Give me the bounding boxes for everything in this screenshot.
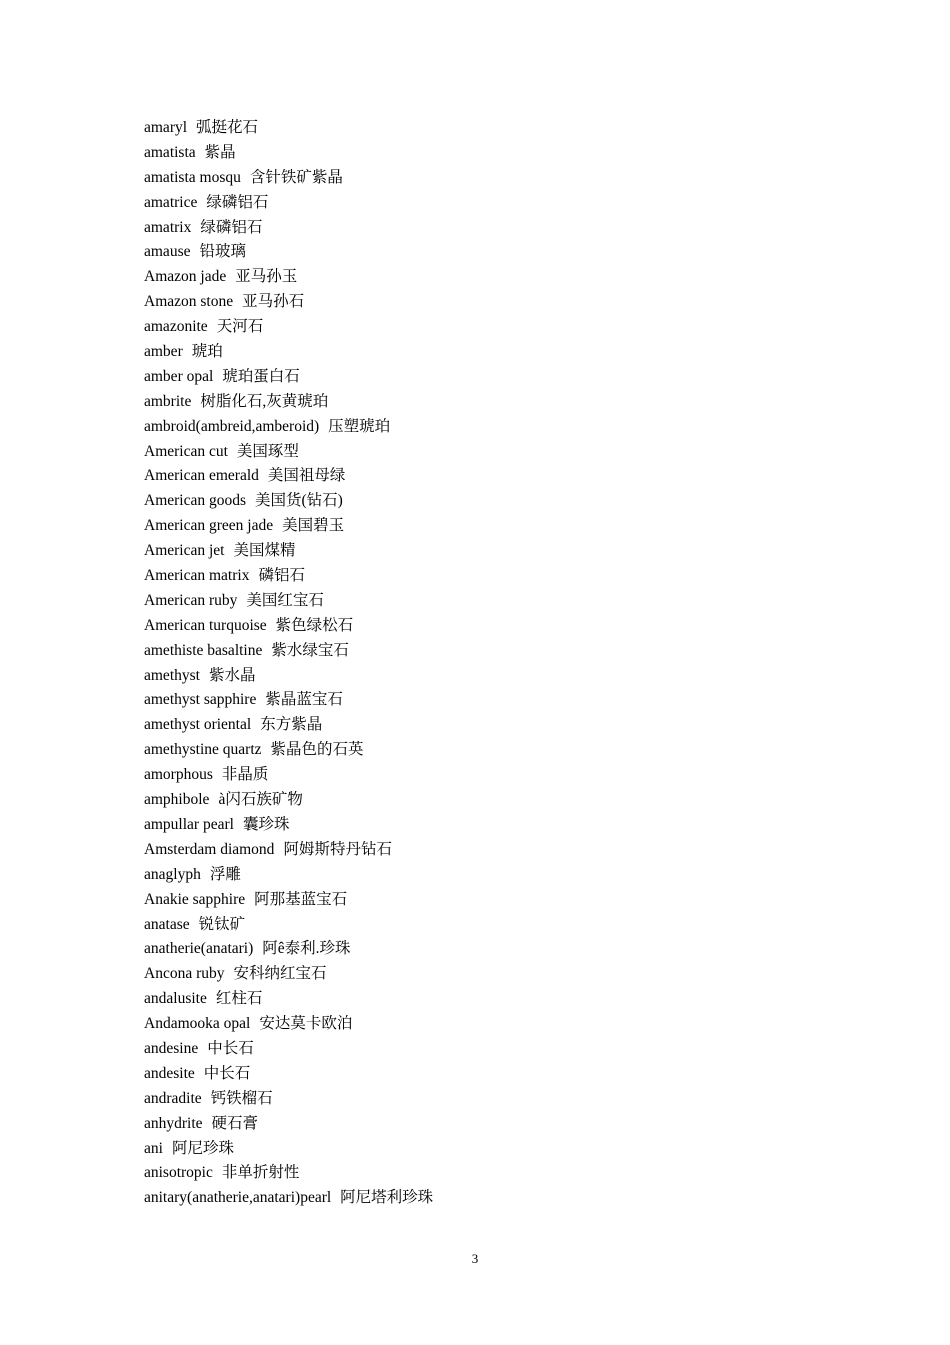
entry-translation: 美国货(钻石)	[255, 492, 343, 510]
entry-term: amethyst oriental	[144, 716, 252, 734]
entry-translation: 安科纳红宝石	[233, 965, 327, 983]
entry-term: anatherie(anatari)	[144, 940, 254, 958]
entry-term: anatase	[144, 915, 190, 933]
glossary-entry	[144, 1186, 433, 1211]
glossary-entry	[144, 962, 433, 987]
glossary-entry	[144, 1037, 433, 1062]
entry-translation: 紫色绿松石	[275, 616, 354, 634]
entry-translation: 中长石	[203, 1064, 251, 1082]
glossary-entry	[144, 639, 433, 664]
entry-translation: 阿姆斯特丹钻石	[283, 840, 392, 858]
entry-term: American emerald	[144, 467, 259, 485]
glossary-entry	[144, 390, 433, 415]
entry-term: Andamooka opal	[144, 1015, 251, 1033]
glossary-entry	[144, 166, 433, 191]
entry-translation: 美国祖母绿	[267, 467, 346, 485]
glossary-entry	[144, 1087, 433, 1112]
entry-translation: 东方紫晶	[260, 716, 323, 734]
entry-translation: 阿那基蓝宝石	[254, 890, 348, 908]
entry-translation: 磷铝石	[258, 567, 305, 585]
entry-translation: 弧挺花石	[196, 119, 259, 136]
entry-translation: 树脂化石,灰黄琥珀	[200, 392, 329, 410]
glossary-entry	[144, 290, 433, 315]
glossary-entry	[144, 863, 433, 888]
entry-term: andesine	[144, 1039, 199, 1057]
entry-term: amause	[144, 243, 191, 261]
glossary-entry	[144, 713, 433, 738]
entry-translation: 钙铁榴石	[210, 1089, 273, 1107]
glossary-entry	[144, 1137, 433, 1162]
entry-translation: 亚马孙玉	[235, 268, 298, 286]
entry-term: amaryl	[144, 119, 188, 136]
entry-translation: à闪石族矿物	[218, 791, 303, 809]
entry-term: andalusite	[144, 990, 207, 1008]
glossary-entry	[144, 141, 433, 166]
entry-translation: 琥珀	[191, 343, 223, 361]
entry-term: amethyst sapphire	[144, 691, 257, 709]
entry-translation: 非单折射性	[221, 1164, 300, 1182]
entry-translation: 红柱石	[215, 990, 263, 1008]
glossary-entry	[144, 838, 433, 863]
entry-term: American matrix	[144, 567, 250, 585]
glossary-entry	[144, 1012, 433, 1037]
entry-translation: 紫水晶	[208, 666, 256, 684]
glossary-entry	[144, 539, 433, 564]
entry-term: amatista mosqu	[144, 168, 241, 186]
entry-translation: 安达莫卡欧泊	[259, 1015, 353, 1033]
entry-term: amphibole	[144, 791, 210, 809]
glossary-entry	[144, 788, 433, 813]
entry-term: amatista	[144, 143, 196, 161]
entry-term: amatrix	[144, 218, 192, 236]
glossary-entry	[144, 514, 433, 539]
glossary-entry	[144, 813, 433, 838]
entry-term: American ruby	[144, 591, 238, 609]
entry-term: amazonite	[144, 318, 208, 336]
entry-translation: 美国煤精	[233, 542, 296, 560]
entry-term: anaglyph	[144, 865, 201, 883]
glossary-entry	[144, 489, 433, 514]
glossary-entry	[144, 664, 433, 689]
entry-term: Amazon jade	[144, 268, 227, 286]
entry-translation: 美国红宝石	[246, 591, 324, 609]
glossary-entry	[144, 240, 433, 265]
entry-term: American green jade	[144, 517, 274, 535]
glossary-entry	[144, 1112, 433, 1137]
glossary-entry	[144, 415, 433, 440]
entry-term: ambrite	[144, 392, 192, 410]
entry-term: anitary(anatherie,anatari)pearl	[144, 1189, 332, 1207]
glossary-entry	[144, 1062, 433, 1087]
entry-term: andesite	[144, 1064, 195, 1082]
entry-translation: 阿尼塔利珍珠	[340, 1189, 434, 1207]
entry-translation: 囊珍珠	[242, 815, 290, 833]
entry-term: amatrice	[144, 193, 198, 211]
entry-term: amber opal	[144, 367, 214, 385]
entry-translation: 美国碧玉	[282, 517, 345, 535]
entry-term: ambroid(ambreid,amberoid)	[144, 417, 320, 435]
entry-translation: 天河石	[216, 318, 264, 336]
entry-translation: 非晶质	[221, 766, 269, 784]
glossary-entry	[144, 987, 433, 1012]
page-number: 3	[471, 1251, 479, 1266]
entry-term: Ancona ruby	[144, 965, 225, 983]
glossary-entry	[144, 265, 433, 290]
glossary-entry	[144, 614, 433, 639]
glossary-list	[144, 116, 433, 1211]
entry-translation: 紫晶色的石英	[270, 741, 364, 759]
glossary-entry	[144, 589, 433, 614]
entry-term: andradite	[144, 1089, 202, 1107]
entry-term: American turquoise	[144, 616, 267, 634]
entry-term: amber	[144, 343, 183, 361]
entry-term: American cut	[144, 442, 228, 460]
entry-translation: 中长石	[207, 1039, 254, 1057]
glossary-entry	[144, 1161, 433, 1186]
entry-translation: 锐钛矿	[198, 915, 246, 933]
entry-translation: 紫水绿宝石	[271, 641, 349, 659]
entry-term: American goods	[144, 492, 247, 510]
entry-term: Anakie sapphire	[144, 890, 246, 908]
glossary-entry	[144, 738, 433, 763]
entry-translation: 美国琢型	[236, 442, 299, 460]
entry-term: anhydrite	[144, 1114, 203, 1132]
entry-translation: 绿磷铝石	[206, 193, 269, 211]
glossary-entry	[144, 340, 433, 365]
entry-translation: 含针铁矿紫晶	[249, 168, 343, 186]
glossary-entry	[144, 888, 433, 913]
glossary-entry	[144, 315, 433, 340]
entry-term: amethiste basaltine	[144, 641, 263, 659]
glossary-entry	[144, 191, 433, 216]
glossary-entry	[144, 564, 433, 589]
glossary-entry	[144, 763, 433, 788]
entry-term: amorphous	[144, 766, 213, 784]
glossary-entry	[144, 464, 433, 489]
entry-term: anisotropic	[144, 1164, 213, 1182]
entry-term: ani	[144, 1139, 163, 1157]
entry-translation: 铅玻璃	[199, 243, 246, 261]
entry-translation: 阿ê泰利.珍珠	[262, 940, 351, 958]
entry-term: amethyst	[144, 666, 200, 684]
entry-term: Amsterdam diamond	[144, 840, 275, 858]
glossary-entry	[144, 913, 433, 938]
glossary-entry	[144, 365, 433, 390]
entry-translation: 绿磷铝石	[200, 218, 263, 236]
entry-translation: 亚马孙石	[242, 293, 305, 311]
entry-translation: 紫晶	[204, 143, 236, 161]
entry-term: American jet	[144, 542, 225, 560]
entry-translation: 浮雕	[209, 865, 241, 883]
glossary-entry	[144, 116, 433, 141]
entry-translation: 琥珀蛋白石	[222, 367, 300, 385]
entry-translation: 压塑琥珀	[328, 417, 391, 435]
entry-term: Amazon stone	[144, 293, 234, 311]
entry-translation: 紫晶蓝宝石	[265, 691, 343, 709]
entry-translation: 硬石膏	[211, 1114, 259, 1132]
glossary-entry	[144, 440, 433, 465]
entry-term: amethystine quartz	[144, 741, 262, 759]
glossary-entry	[144, 688, 433, 713]
glossary-entry	[144, 216, 433, 241]
glossary-entry	[144, 937, 433, 962]
entry-term: ampullar pearl	[144, 815, 234, 833]
entry-translation: 阿尼珍珠	[171, 1139, 234, 1157]
